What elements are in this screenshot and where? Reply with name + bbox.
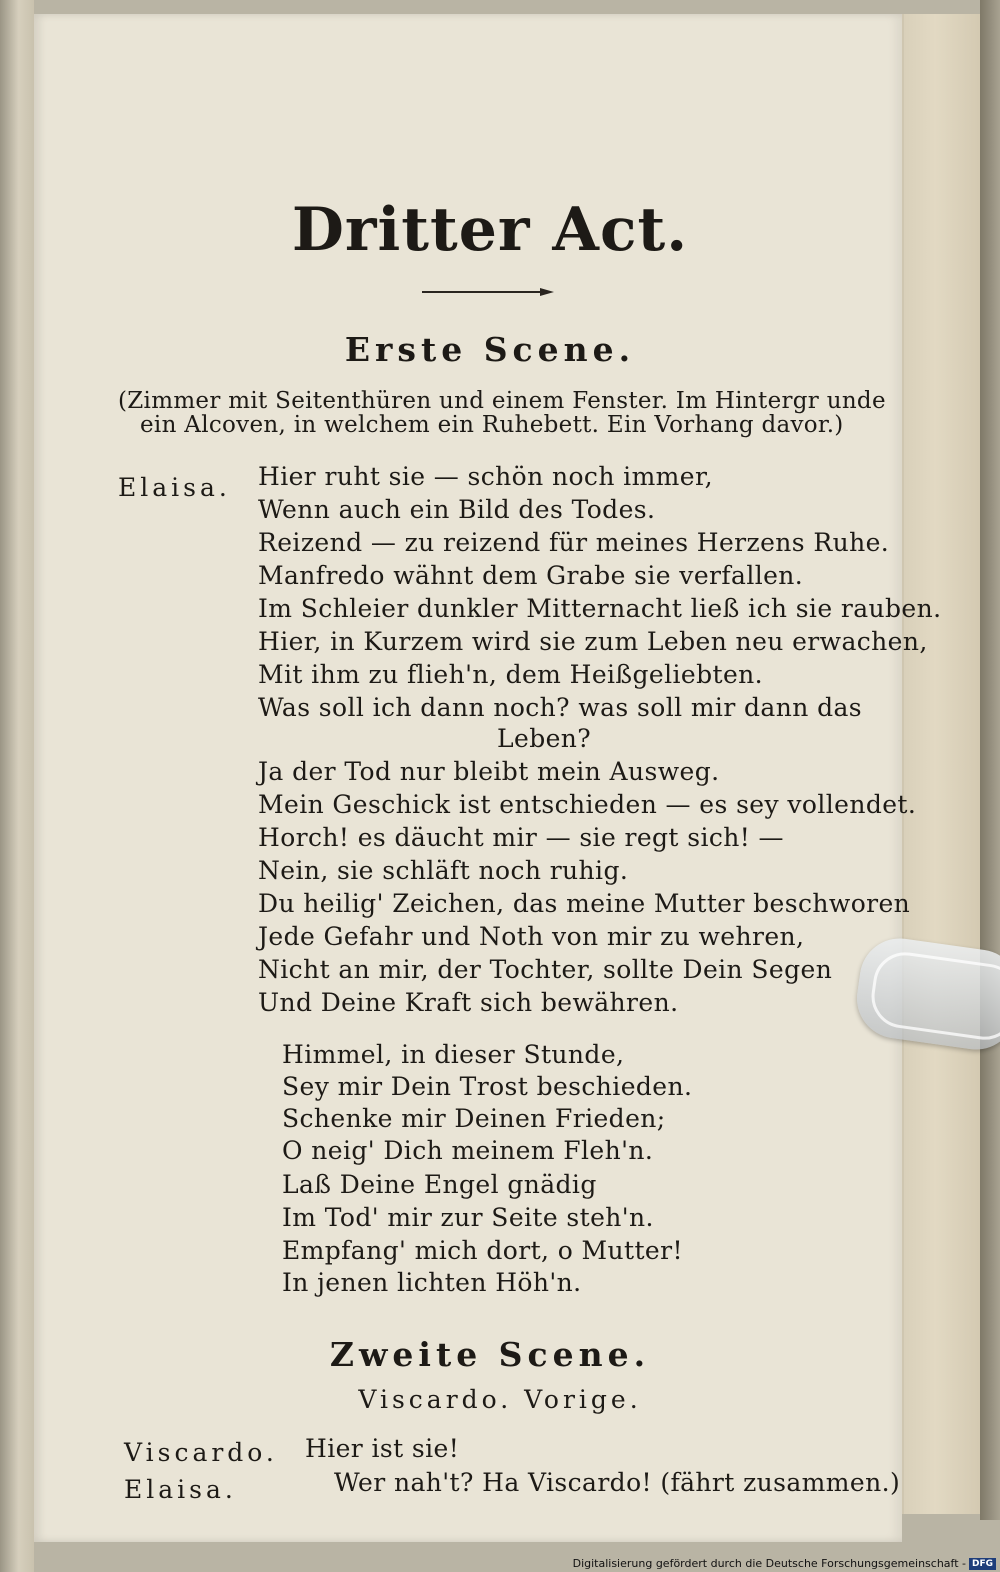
verse-line: Manfredo wähnt dem Grabe sie verfallen. [258,561,804,590]
credit-text: Digitalisierung gefördert durch die Deutsche Forschungsgemeinschaft - [572,1557,966,1570]
verse-line: Ja der Tod nur bleibt mein Ausweg. [258,757,720,786]
verse-line: Wenn auch ein Bild des Todes. [258,495,656,524]
song-line: Sey mir Dein Trost beschieden. [282,1072,693,1101]
song-line: Schenke mir Deinen Frieden; [282,1104,666,1133]
verse-line: Hier ruht sie — schön noch immer, [258,462,713,491]
verse-line: Mein Geschick ist entschieden — es sey vollendet. [258,790,917,819]
verse-line: Horch! es däucht mir — sie regt sich! — [258,823,784,852]
book-cover-edge [980,0,1000,1520]
scene-cast: Viscardo. Vorige. [358,1385,642,1414]
verse-line: Hier, in Kurzem wird sie zum Leben neu erwachen, [258,627,928,656]
song-line: In jenen lichten Höh'n. [282,1268,582,1297]
verse-line: Und Deine Kraft sich bewähren. [258,988,679,1017]
verse-line: Mit ihm zu flieh'n, dem Heißgeliebten. [258,660,763,689]
speaker-name: Elaisa. [124,1475,237,1504]
verse-line: Nicht an mir, der Tochter, sollte Dein Segen [258,955,833,984]
song-line: Laß Deine Engel gnädig [282,1170,597,1199]
dialogue-line: Hier ist sie! [305,1434,460,1463]
speaker-name: Viscardo. [124,1438,278,1467]
verse-line: Nein, sie schläft noch ruhig. [258,856,629,885]
verse-line: Reizend — zu reizend für meines Herzens Ruhe. [258,528,890,557]
scene-title-2: Zweite Scene. [329,1335,651,1374]
dfg-logo: DFG [969,1558,996,1570]
song-line: Empfang' mich dort, o Mutter! [282,1236,683,1265]
ornament-rule-icon [420,285,560,299]
stage-direction-line: ein Alcoven, in welchem ein Ruhebett. Ein Vorhang davor.) [140,412,844,438]
song-line: Im Tod' mir zur Seite steh'n. [282,1203,654,1232]
digitization-credit [573,1557,996,1570]
verse-line: Du heilig' Zeichen, das meine Mutter beschworen [258,889,911,918]
verse-line: Im Schleier dunkler Mitternacht ließ ich sie rauben. [258,594,942,623]
song-line: Himmel, in dieser Stunde, [282,1040,625,1069]
scene-title-1: Erste Scene. [344,330,636,369]
verse-line: Jede Gefahr und Noth von mir zu wehren, [258,922,805,951]
dialogue-line: Wer nah't? Ha Viscardo! (fährt zusammen.) [334,1468,901,1497]
speaker-name: Elaisa. [118,473,231,502]
verse-line: Was soll ich dann noch? was soll mir dann das [258,693,863,722]
verse-line: Leben? [497,724,592,753]
act-title: Dritter Act. [291,195,689,265]
stage-direction-line: (Zimmer mit Seitenthüren und einem Fenster. Im Hintergr unde [118,388,886,414]
song-line: O neig' Dich meinem Fleh'n. [282,1136,654,1165]
